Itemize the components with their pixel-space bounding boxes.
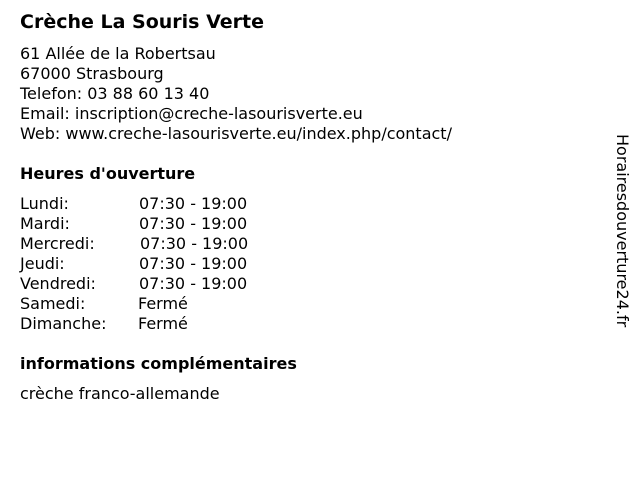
email-address[interactable]: Email: inscription@creche-lasourisverte.eu	[20, 104, 363, 123]
hours-row-monday	[20, 194, 320, 214]
hours-value: 07:30 - 19:00	[139, 194, 248, 213]
website-url[interactable]: Web: www.creche-lasourisverte.eu/index.php/contact/	[20, 124, 452, 143]
page-title: Crèche La Souris Verte	[20, 11, 264, 33]
day-label: Mercredi:	[20, 234, 95, 253]
day-label: Samedi:	[20, 294, 86, 313]
address-block	[20, 44, 452, 144]
hours-value: 07:30 - 19:00	[139, 214, 248, 233]
hours-row-sunday	[20, 314, 320, 334]
hours-row-tuesday	[20, 214, 320, 234]
day-label: Vendredi:	[20, 274, 96, 293]
day-label: Dimanche:	[20, 314, 107, 333]
hours-row-saturday	[20, 294, 320, 314]
hours-value: Fermé	[138, 294, 188, 313]
hours-row-friday	[20, 274, 320, 294]
hours-value: 07:30 - 19:00	[140, 234, 249, 253]
additional-info-text: crèche franco-allemande	[20, 384, 220, 403]
street-address: 61 Allée de la Robertsau	[20, 44, 216, 63]
site-watermark: Horairesdouverture24.fr	[613, 134, 632, 328]
additional-info-heading: informations complémentaires	[20, 354, 297, 373]
hours-row-wednesday	[20, 234, 320, 254]
phone-number[interactable]: Telefon: 03 88 60 13 40	[20, 84, 210, 103]
city-address: 67000 Strasbourg	[20, 64, 164, 83]
hours-value: Fermé	[138, 314, 188, 333]
opening-hours-table	[20, 194, 320, 334]
day-label: Mardi:	[20, 214, 70, 233]
hours-value: 07:30 - 19:00	[139, 274, 248, 293]
hours-value: 07:30 - 19:00	[139, 254, 248, 273]
day-label: Jeudi:	[20, 254, 65, 273]
day-label: Lundi:	[20, 194, 69, 213]
hours-row-thursday	[20, 254, 320, 274]
opening-hours-heading: Heures d'ouverture	[20, 164, 196, 183]
